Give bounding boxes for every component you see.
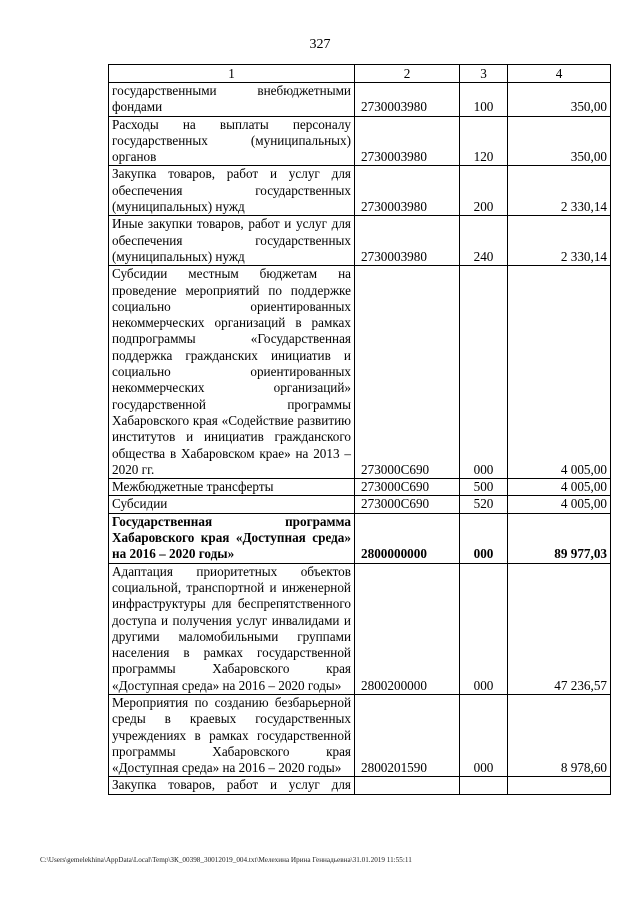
row-name-cell: Мероприятия по созданию безбарьерной среды в краевых государственных учреждениях в рамках государственной программы Хабаровского края «Доступная среда» на 2016 – 2020 годы» [109,694,355,776]
row-type-cell [460,777,508,794]
row-code-cell: 2730003980 [355,166,460,216]
header-col-2: 2 [355,65,460,83]
row-code-cell: 2800000000 [355,513,460,563]
row-type-cell: 000 [460,513,508,563]
row-code-cell: 273000С690 [355,496,460,513]
row-name-cell: Межбюджетные трансферты [109,479,355,496]
row-type-cell: 100 [460,83,508,117]
row-type-cell: 120 [460,116,508,166]
budget-table [108,64,611,795]
page-number: 327 [309,37,331,52]
table-row [109,83,611,117]
row-code-cell: 2800201590 [355,694,460,776]
row-name-cell: Субсидии [109,496,355,513]
row-name-cell: Адаптация приоритетных объектов социальной, транспортной и инженерной инфраструктуры для беспрепятственного доступа и получения услуг инвалидами и другими маломобильными группами населения в рамках государственной программы Хабаровского края «Доступная среда» на 2016 – 2020 годы» [109,563,355,694]
row-code-cell: 2800200000 [355,563,460,694]
row-type-cell: 240 [460,216,508,266]
row-code-cell: 2730003980 [355,83,460,117]
table-row [109,266,611,479]
row-type-cell: 200 [460,166,508,216]
row-amount-cell: 4 005,00 [508,479,611,496]
row-type-cell: 000 [460,563,508,694]
table-row [109,777,611,794]
row-code-cell: 273000С690 [355,479,460,496]
header-col-1: 1 [109,65,355,83]
row-amount-cell: 47 236,57 [508,563,611,694]
row-name-cell: Расходы на выплаты персоналу государственных (муниципальных) органов [109,116,355,166]
row-amount-cell: 2 330,14 [508,166,611,216]
header-col-4: 4 [508,65,611,83]
row-amount-cell: 89 977,03 [508,513,611,563]
row-name-cell: Закупка товаров, работ и услуг для [109,777,355,794]
row-type-cell: 000 [460,694,508,776]
row-code-cell: 2730003980 [355,116,460,166]
table-row [109,479,611,496]
row-code-cell: 273000С690 [355,266,460,479]
header-col-3: 3 [460,65,508,83]
table-row [109,166,611,216]
table-header-row [109,65,611,83]
table-row [109,563,611,694]
row-amount-cell: 4 005,00 [508,496,611,513]
row-name-cell: Субсидии местным бюджетам на проведение мероприятий по поддержке социально ориентированных некоммерческих организаций в рамках подпрограммы «Государственная поддержка гражданских инициатив и социально ориентированных некоммерческих организаций» государственной программы Хабаровского края «Содействие развитию институтов и инициатив гражданского общества в Хабаровском крае» на 2013 – 2020 гг. [109,266,355,479]
row-type-cell: 520 [460,496,508,513]
row-amount-cell: 2 330,14 [508,216,611,266]
row-type-cell: 000 [460,266,508,479]
row-code-cell: 2730003980 [355,216,460,266]
row-amount-cell: 4 005,00 [508,266,611,479]
table-row [109,116,611,166]
row-amount-cell: 350,00 [508,83,611,117]
row-type-cell: 500 [460,479,508,496]
row-name-cell: Закупка товаров, работ и услуг для обеспечения государственных (муниципальных) нужд [109,166,355,216]
row-amount-cell: 350,00 [508,116,611,166]
table-row [109,513,611,563]
row-name-cell: Иные закупки товаров, работ и услуг для обеспечения государственных (муниципальных) нужд [109,216,355,266]
row-amount-cell [508,777,611,794]
footer-file-path: C:\Users\gemelekhina\AppData\Local\Temp\ЗК_00398_30012019_004.txt\Мелехина Ирина Геннадьевна\31.01.2019 11:55:11 [40,856,412,864]
table-row [109,694,611,776]
row-code-cell [355,777,460,794]
row-name-cell: государственными внебюджетными фондами [109,83,355,117]
row-amount-cell: 8 978,60 [508,694,611,776]
table-row [109,216,611,266]
table-row [109,496,611,513]
row-name-cell: Государственная программа Хабаровского края «Доступная среда» на 2016 – 2020 годы» [109,513,355,563]
